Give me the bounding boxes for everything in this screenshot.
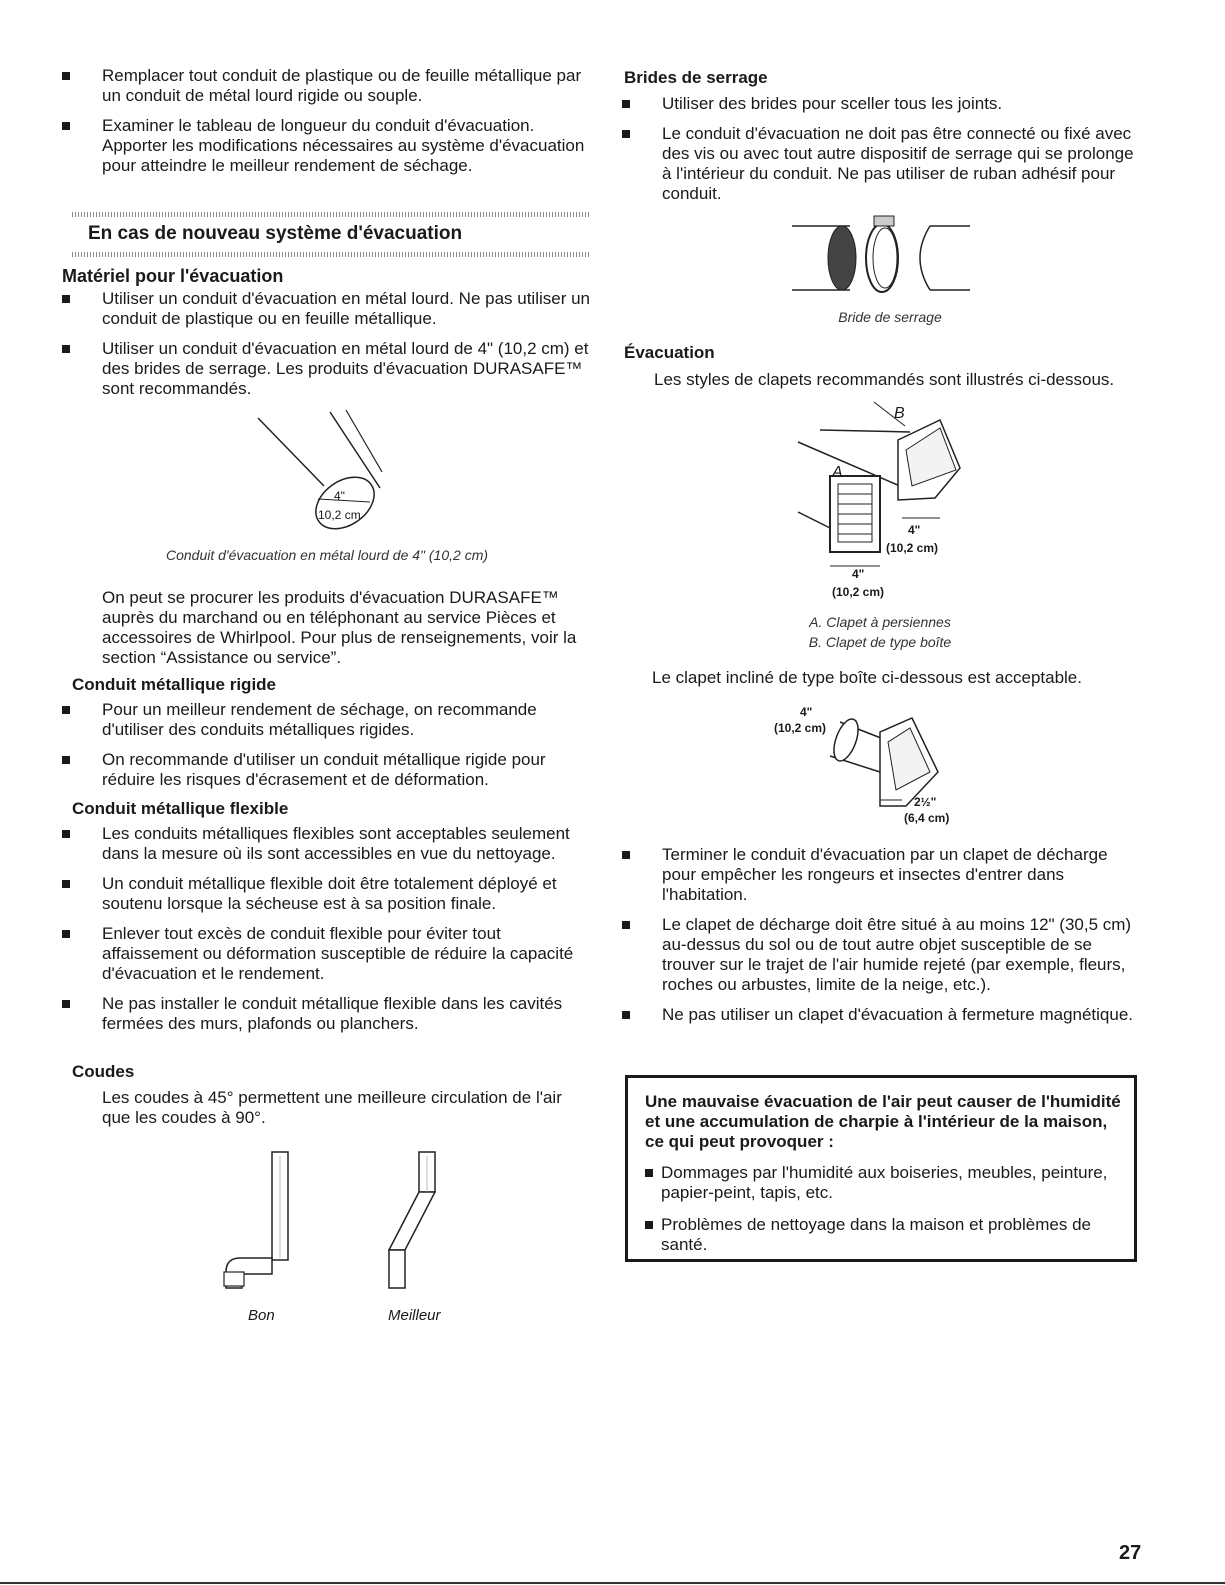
duct-dim-in: 4" [334, 489, 345, 503]
clamp-diagram [790, 210, 980, 300]
elbow-collar [224, 1272, 244, 1286]
duct-edge-line [258, 418, 324, 486]
bullet-icon [622, 921, 630, 929]
list-item: Enlever tout excès de conduit flexible pour éviter tout affaissement ou déformation susceptible de réduire la capacité d'évacuation et le rendement. [62, 924, 592, 984]
duct-opening [828, 226, 856, 290]
duct-edge-line [798, 512, 834, 530]
elbow-45-diagram [375, 1150, 455, 1300]
evacuation-paragraph: Les styles de clapets recommandés sont illustrés ci-dessous. [654, 370, 1115, 389]
materiel-list [62, 289, 592, 399]
bullet-icon [622, 851, 630, 859]
warning-box [625, 1075, 1137, 1262]
flexible-title: Conduit métallique flexible [72, 799, 289, 818]
flexible-list [62, 824, 592, 1034]
bullet-icon [62, 706, 70, 714]
clamp-screw [874, 216, 894, 226]
elbow-label-good: Bon [248, 1307, 275, 1324]
rigide-title: Conduit métallique rigide [72, 675, 277, 694]
hoods-diagram [790, 400, 990, 590]
duct-opening [306, 467, 384, 540]
rigide-list [62, 700, 592, 790]
clamp-caption: Bride de serrage [838, 309, 942, 325]
bullet-icon [62, 72, 70, 80]
list-item: Un conduit métallique flexible doit être totalement déployé et soutenu lorsque la sécheuse est à sa position finale. [62, 874, 592, 914]
hood-label-b: B [894, 405, 905, 422]
list-item: Examiner le tableau de longueur du conduit d'évacuation. Apporter les modifications nécessaires au système d'évacuation pour atteindre le meilleur rendement de séchage. [62, 116, 592, 176]
materiel-title: Matériel pour l'évacuation [62, 266, 284, 286]
bullet-icon [62, 830, 70, 838]
elbow-pipe [389, 1250, 405, 1288]
brides-title: Brides de serrage [624, 68, 768, 87]
angled-dim-in-2: 2½" [914, 795, 937, 809]
bullet-icon [62, 756, 70, 764]
duct-edge-line [820, 430, 910, 432]
brides-list [622, 94, 1142, 204]
evacuation-paragraph-2: Le clapet incliné de type boîte ci-dessous est acceptable. [652, 668, 1082, 687]
warning-title: Une mauvaise évacuation de l'air peut causer de l'humidité et une accumulation de charpie à l'intérieur de la maison, ce qui peut provoquer : [645, 1092, 1121, 1151]
duct-dim-cm: 10,2 cm [318, 508, 361, 522]
bullet-icon [62, 930, 70, 938]
list-item: Le conduit d'évacuation ne doit pas être connecté ou fixé avec des vis ou avec tout autre dispositif de serrage qui se prolonge à l'intérieur du conduit. Ne pas utiliser de ruban adhésif pour conduit. [622, 124, 1142, 204]
bullet-icon [62, 1000, 70, 1008]
hood-dim-cm-2: (10,2 cm) [832, 585, 885, 599]
durasafe-paragraph: On peut se procurer les produits d'évacuation DURASAFE™ auprès du marchand ou en téléphonant au service Pièces et accessoires de Whirlpool. Pour plus de renseignements, voir la section “Assistance ou service”. [102, 588, 577, 667]
elbow-label-better: Meilleur [388, 1307, 441, 1324]
hood-label-a: A [832, 464, 843, 481]
section-divider-top [72, 212, 590, 217]
bullet-icon [62, 345, 70, 353]
page-number: 27 [1119, 1542, 1142, 1564]
list-item: Remplacer tout conduit de plastique ou de feuille métallique par un conduit de métal lourd rigide ou souple. [62, 66, 592, 106]
bullet-icon [645, 1169, 653, 1177]
list-item: Terminer le conduit d'évacuation par un clapet de décharge pour empêcher les rongeurs et insectes d'entrer dans l'habitation. [622, 845, 1142, 905]
hood-dim-cm-1: (10,2 cm) [886, 541, 939, 555]
list-item: Ne pas installer le conduit métallique flexible dans les cavités fermées des murs, plafonds ou planchers. [62, 994, 592, 1034]
angled-dim-cm-2: (6,4 cm) [904, 811, 950, 825]
bullet-icon [62, 880, 70, 888]
duct-caption: Conduit d'évacuation en métal lourd de 4" (10,2 cm) [165, 547, 489, 563]
hood-dim-in-2: 4" [852, 567, 865, 581]
list-item: Utiliser des brides pour sceller tous les joints. [622, 94, 1142, 114]
evacuation-title: Évacuation [624, 343, 715, 362]
hood-caption-a: A. Clapet à persiennes [809, 614, 951, 630]
list-item: Utiliser un conduit d'évacuation en métal lourd. Ne pas utiliser un conduit de plastique ou en feuille métallique. [62, 289, 592, 329]
bullet-icon [645, 1221, 653, 1229]
clamp-ring [866, 224, 898, 292]
coudes-paragraph: Les coudes à 45° permettent une meilleure circulation de l'air que les coudes à 90°. [102, 1088, 562, 1127]
list-item: Les conduits métalliques flexibles sont acceptables seulement dans la mesure où ils sont accessibles en vue du nettoyage. [62, 824, 592, 864]
warning-item: Problèmes de nettoyage dans la maison et problèmes de santé. [645, 1215, 1141, 1255]
angled-dim-cm-1: (10,2 cm) [774, 721, 827, 735]
evacuation-list [622, 845, 1142, 1025]
page-bottom-rule [0, 1582, 1225, 1584]
bullet-icon [62, 122, 70, 130]
section-title: En cas de nouveau système d'évacuation [88, 223, 463, 244]
list-item: Pour un meilleur rendement de séchage, on recommande d'utiliser des conduits métalliques rigides. [62, 700, 592, 740]
hood-caption-b: B. Clapet de type boîte [808, 634, 952, 650]
warning-item: Dommages par l'humidité aux boiseries, meubles, peinture, papier-peint, tapis, etc. [645, 1163, 1141, 1203]
elbow-90-diagram [220, 1150, 310, 1300]
list-item: Le clapet de décharge doit être situé à au moins 12" (30,5 cm) au-dessus du sol ou de tout autre objet susceptible de se trouver sur le trajet de l'air humide rejeté (par exemple, fleurs, roches ou arbustes, limite de la neige, etc.). [622, 915, 1142, 995]
list-item: On recommande d'utiliser un conduit métallique rigide pour réduire les risques d'écrasement et de déformation. [62, 750, 592, 790]
intro-list [62, 66, 592, 176]
angled-dim-in-1: 4" [800, 705, 813, 719]
louvered-hood-panel [838, 484, 872, 542]
bullet-icon [622, 100, 630, 108]
coudes-title: Coudes [72, 1062, 135, 1081]
bullet-icon [622, 130, 630, 138]
list-item: Ne pas utiliser un clapet d'évacuation à fermeture magnétique. [622, 1005, 1142, 1025]
elbow-bend [389, 1192, 435, 1250]
bullet-icon [62, 295, 70, 303]
section-divider-bottom [72, 252, 590, 257]
hood-dim-in-1: 4" [908, 523, 921, 537]
duct-end-curve [920, 226, 930, 290]
list-item: Utiliser un conduit d'évacuation en métal lourd de 4" (10,2 cm) et des brides de serrage. Les produits d'évacuation DURASAFE™ sont recommandés. [62, 339, 592, 399]
bullet-icon [622, 1011, 630, 1019]
